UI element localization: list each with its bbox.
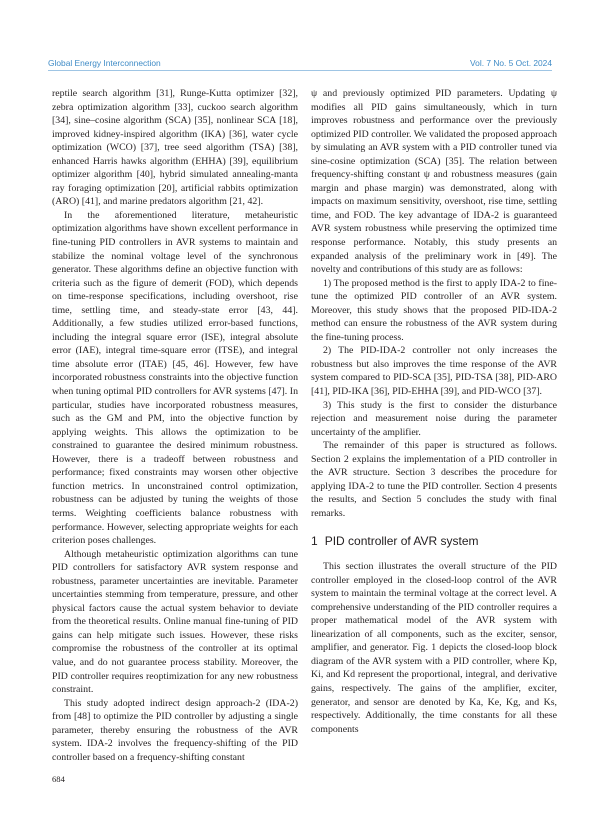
paragraph: This section illustrates the overall structure of the PID controller employed in the closed-loop control of the AVR system to maintain the terminal voltage at the correct level. A comprehensive understanding of the PID controller requires a proper mathematical model of the AVR system with linearization of all components, such as the exciter, sensor, amplifier, and generator. Fig. 1 depicts the closed-loop block diagram of the AVR system with a PID controller, where Kp, Ki, and Kd represent the proportional, integral, and derivative gains, respectively. The gains of the amplifier, exciter, generator, and sensor are denoted by Ka, Ke, Kg, and Ks, respectively. Additionally, the time constants for all these components (311, 561, 557, 735)
section-title: PID controller of AVR system (324, 533, 479, 548)
paragraph: ψ and previously optimized PID parameters. Updating ψ modifies all PID gains simultaneously, which in turn improves robustness and performance over the previously optimized PID controller. We validated the proposed approach by simulating an AVR system with a PID controller tuned via sine-cosine optimization (SCA) [35]. The relation between frequency-shifting constant ψ and robustness measures (gain margin and phase margin) was demonstrated, along with impacts on maximum sensitivity, overshoot, rise time, settling time, and FOD. The key advantage of IDA-2 is guaranteed AVR system robustness while preserving the optimized time response performance. Notably, this study presents an expanded analysis of the preliminary work in [49]. The novelty and contributions of this study are as follows: (311, 88, 557, 276)
contribution-item: 1) The proposed method is the first to apply IDA-2 to fine-tune the optimized PID controller of an AVR system. Moreover, this study shows that the proposed PID-IDA-2 method can ensure the robustness of the AVR system during the fine-tuning process. (311, 277, 557, 343)
contribution-item: 2) The PID-IDA-2 controller not only increases the robustness but also improves the time response of the AVR system compared to PID-SCA [35], PID-TSA [38], PID-ARO [41], PID-IKA [36], PID-EHHA [39], and PID-WCO [37]. (311, 345, 557, 398)
page-number: 684 (52, 774, 65, 784)
paragraph: This study adopted indirect design approach-2 (IDA-2) from [48] to optimize the PID controller by adjusting a single parameter, thereby ensuring the robustness of the AVR system. IDA-2 involves the frequency-shifting of the PID controller based on a frequency-shifting constant (52, 697, 298, 763)
journal-name: Global Energy Interconnection (48, 58, 161, 68)
running-header (48, 0, 552, 70)
header-rule (48, 70, 552, 71)
right-column (311, 87, 557, 736)
section-number: 1 (311, 533, 318, 548)
paragraph: reptile search algorithm [31], Runge-Kutta optimizer [32], zebra optimization algorithm [33], cuckoo search algorithm [34], sine–cosine algorithm (SCA) [35], nonlinear SCA [18], improved kidney-inspired algorithm (IKA) [36], water cycle optimization (WCO) [37], tree seed algorithm (TSA) [38], enhanced Harris hawks algorithm (EHHA) [39], equilibrium optimizer algorithm [40], hybrid simulated annealing-manta ray foraging optimization [20], artificial rabbits optimization (ARO) [41], and marine predators algorithm [21, 42]. (52, 88, 298, 208)
section-heading (311, 535, 557, 549)
contribution-item: 3) This study is the first to consider the disturbance rejection and measurement noise during the parameter uncertainty of the amplifier. (311, 399, 557, 438)
paragraph: The remainder of this paper is structured as follows. Section 2 explains the implementation of a PID controller in the AVR structure. Section 3 describes the procedure for applying IDA-2 to tune the PID controller. Section 4 presents the results, and Section 5 concludes the study with final remarks. (311, 440, 557, 519)
volume-issue-info: Vol. 7 No. 5 Oct. 2024 (470, 58, 552, 68)
left-column (52, 87, 298, 764)
paragraph: Although metaheuristic optimization algorithms can tune PID controllers for satisfactory AVR system response and robustness, parameter uncertainties are inevitable. Parameter uncertainties stemming from temperature, pressure, and other physical factors cause the actual system behavior to deviate from the theoretical results. Online manual fine-tuning of PID gains can help mitigate such issues. However, these risks compromise the robustness of the controller at its optimal value, and do not guarantee process stability. Moreover, the PID controller requires reoptimization for any new robustness constraint. (52, 548, 298, 696)
paragraph: In the aforementioned literature, metaheuristic optimization algorithms have shown excellent performance in fine-tuning PID controllers in AVR systems to maintain and stabilize the nominal voltage level of the synchronous generator. These algorithms define an objective function with criteria such as the figure of demerit (FOD), which depends on time-response specifications, including overshoot, rise time, settling time, and steady-state error [43, 44]. Additionally, a few studies utilized error-based functions, including the integral square error (ISE), integral absolute error (IAE), integral time-square error (ITSE), and integral time absolute error (ITAE) [45, 46]. However, few have incorporated robustness constraints into the objective function when tuning optimal PID controllers for AVR systems [47]. In particular, studies have incorporated robustness measures, such as the GM and PM, into the objective function by applying weights. This allows the optimization to be constrained to guarantee the desired minimum robustness. However, there is a tradeoff between robustness and performance; fixed constraints may worsen other objective function metrics. In unconstrained control optimization, robustness can be adjusted by tuning the weights of those terms. Weighting coefficients balance robustness with performance. However, selecting appropriate weights for each criterion poses challenges. (52, 209, 298, 547)
